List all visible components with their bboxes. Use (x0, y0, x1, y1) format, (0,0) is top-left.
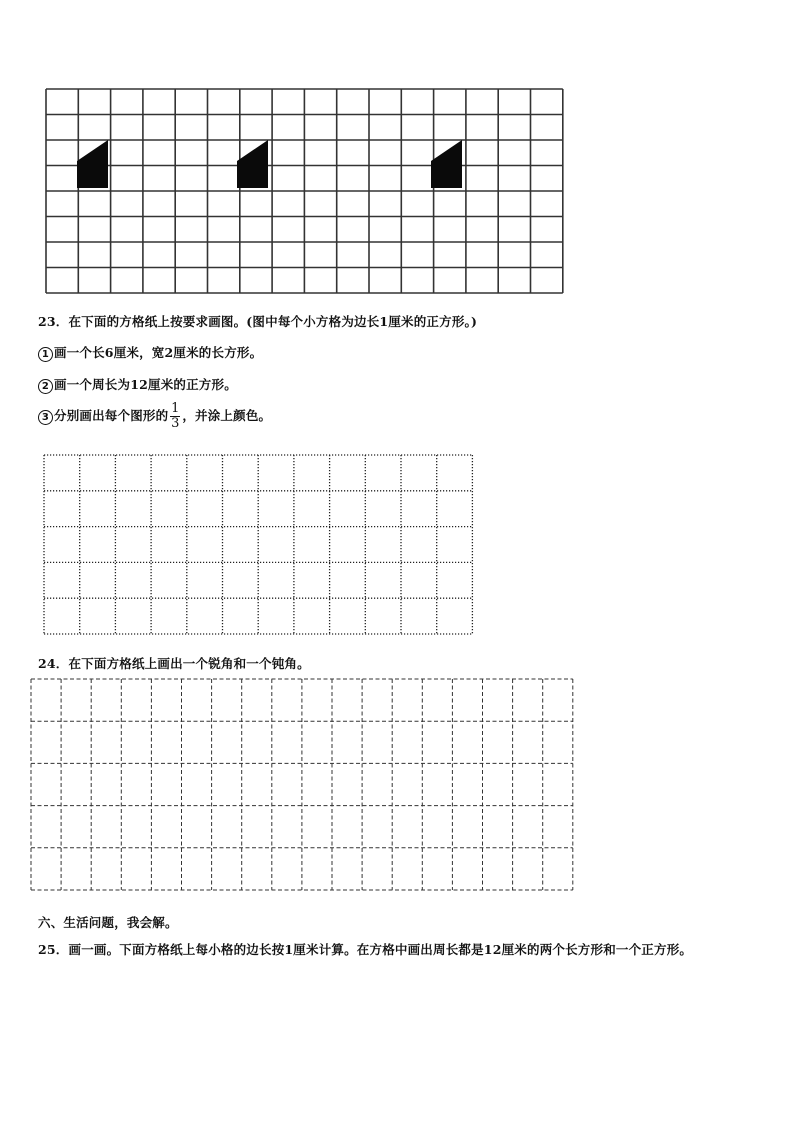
circled-number-2: 2 (38, 379, 53, 394)
circled-number-1: 1 (38, 347, 53, 362)
fraction-one-third (170, 402, 180, 431)
fraction-denominator: 3 (171, 416, 180, 431)
shaded-shape-1 (77, 140, 108, 188)
q24-number: 24． (38, 656, 69, 671)
q24-prompt (38, 654, 310, 672)
shaded-shape-2 (237, 140, 268, 188)
q25-number: 25． (38, 942, 69, 957)
q23-item-2 (38, 375, 237, 394)
section-6-title: 六、生活问题，我会解。 (38, 915, 178, 930)
q23-number: 23． (38, 314, 69, 329)
q23-item-3 (38, 402, 271, 431)
q23-item-3-text-after: ，并涂上颜色。 (182, 408, 272, 423)
shaded-shape-3 (431, 140, 462, 188)
q23-item-1-text: 画一个长6厘米，宽2厘米的长方形。 (54, 345, 263, 360)
fraction-numerator: 1 (171, 401, 180, 416)
q25-prompt (38, 940, 692, 958)
q23-item-2-text: 画一个周长为12厘米的正方形。 (54, 377, 237, 392)
q23-prompt (38, 312, 477, 330)
circled-number-3: 3 (38, 410, 53, 425)
q24-text: 在下面方格纸上画出一个锐角和一个钝角。 (68, 656, 310, 671)
q23-item-1 (38, 343, 262, 362)
q25-text: 画一画。下面方格纸上每小格的边长按1厘米计算。在方格中画出周长都是12厘米的两个长方形和一个正方形。 (68, 942, 693, 957)
q23-text: 在下面的方格纸上按要求画图。(图中每个小方格为边长1厘米的正方形。) (68, 314, 478, 329)
q23-item-3-text-before: 分别画出每个图形的 (54, 408, 169, 423)
